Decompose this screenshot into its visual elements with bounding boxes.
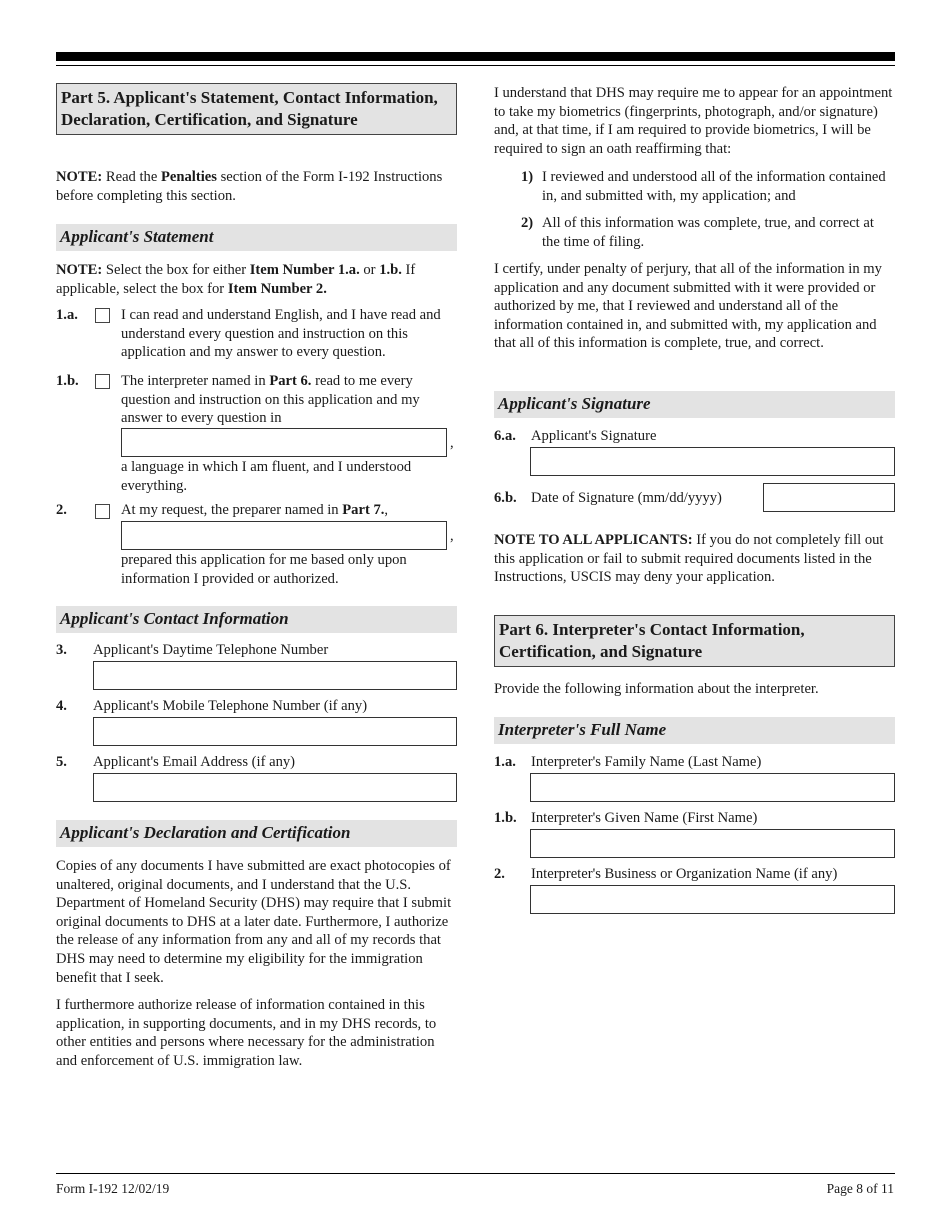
top-rule-thick (56, 52, 895, 61)
item-1a-text: I can read and understand English, and I have read and understand every question and instruction on this application and my answer to every question. (121, 307, 441, 361)
item-2-comma: , (450, 528, 454, 544)
item-4-label: Applicant's Mobile Telephone Number (if any) (93, 698, 368, 714)
biometrics-paragraph: I understand that DHS may require me to appear for an appointment to take my biometrics (fingerprints, photograph, and/or signature) and, at that time, if I am required to provide biometrics, I will be required to sign an oath reaffirming that: (494, 85, 893, 157)
item-6a-label: Applicant's Signature (531, 428, 657, 444)
declaration-paragraph-2: I furthermore authorize release of information contained in this application, in supporting documents, and in my DHS records, to other entities and persons where necessary for the administration and enforcement of U.S. immigration law. (56, 997, 437, 1069)
item-2-number: 2. (56, 502, 67, 518)
item-6b-number: 6.b. (494, 490, 517, 506)
item-1b-checkbox[interactable] (95, 374, 110, 389)
item-5-label: Applicant's Email Address (if any) (93, 754, 296, 770)
item-2-after-text: prepared this application for me based only upon information I provided or authorized. (121, 552, 407, 587)
part5-note: NOTE: Read the Penalties section of the Form I-192 Instructions before completing this section. (56, 169, 443, 204)
part6-intro: Provide the following information about the interpreter. (494, 681, 819, 697)
item-2-text: At my request, the preparer named in Part 7., (121, 502, 389, 518)
note-to-all-applicants: NOTE TO ALL APPLICANTS: If you do not completely fill out this application or fail to submit required documents listed in the Instructions, USCIS may deny your application. (494, 532, 884, 586)
certification-paragraph: I certify, under penalty of perjury, that all of the information in my application and any document submitted with it were provided or authorized by me, that I reviewed and understand all of the information contained in, and submitted with, my application and that all of this information is complete, true, and correct. (494, 261, 882, 352)
item-1a-number: 1.a. (56, 307, 78, 323)
item-3-number: 3. (56, 642, 67, 658)
item-1b-language-input[interactable] (121, 428, 447, 457)
interp-2-label: Interpreter's Business or Organization Name (if any) (531, 866, 838, 882)
item-1b-comma: , (450, 435, 454, 451)
statement-note: NOTE: Select the box for either Item Number 1.a. or 1.b. If applicable, select the box for Item Number 2. (56, 262, 416, 297)
interpreter-name-header: Interpreter's Full Name (494, 717, 895, 744)
item-6b-label: Date of Signature (mm/dd/yyyy) (531, 490, 722, 506)
item-1b-text: The interpreter named in Part 6. read to me every question and instruction on this application and my answer to every question in (121, 373, 420, 427)
item-2-checkbox[interactable] (95, 504, 110, 519)
oath-item-1-number: 1) (521, 169, 534, 185)
interp-1b-number: 1.b. (494, 810, 517, 826)
interpreter-given-name-input[interactable] (530, 829, 895, 858)
item-1a-checkbox[interactable] (95, 308, 110, 323)
interpreter-business-name-input[interactable] (530, 885, 895, 914)
item-4-number: 4. (56, 698, 67, 714)
mobile-phone-input[interactable] (93, 717, 457, 746)
item-5-number: 5. (56, 754, 67, 770)
page-number: Page 8 of 11 (826, 1181, 894, 1196)
part5-header: Part 5. Applicant's Statement, Contact Information, Declaration, Certification, and Signature (56, 83, 457, 135)
declaration-paragraph-1: Copies of any documents I have submitted are exact photocopies of unaltered, original documents, and I understand that the U.S. Department of Homeland Security (DHS) may require that I submit original documents to DHS at a later date. Furthermore, I authorize the release of any information from any and all of my records that DHS may need to determine my eligibility for the immigration benefit that I seek. (56, 858, 452, 986)
item-3-label: Applicant's Daytime Telephone Number (93, 642, 329, 658)
item-1b-after-text: a language in which I am fluent, and I understood everything. (121, 459, 412, 494)
applicant-signature-header: Applicant's Signature (494, 391, 895, 418)
daytime-phone-input[interactable] (93, 661, 457, 690)
interp-1a-number: 1.a. (494, 754, 516, 770)
interp-2-number: 2. (494, 866, 505, 882)
interpreter-family-name-input[interactable] (530, 773, 895, 802)
date-of-signature-input[interactable] (763, 483, 895, 512)
declaration-header: Applicant's Declaration and Certification (56, 820, 457, 847)
oath-item-1-text: I reviewed and understood all of the information contained in, and submitted with, my application; and (542, 169, 886, 204)
footer-rule (56, 1173, 895, 1174)
email-input[interactable] (93, 773, 457, 802)
item-6a-number: 6.a. (494, 428, 516, 444)
interp-1a-label: Interpreter's Family Name (Last Name) (531, 754, 762, 770)
oath-item-2-text: All of this information was complete, true, and correct at the time of filing. (542, 215, 874, 250)
applicant-statement-header: Applicant's Statement (56, 224, 457, 251)
top-rule-thin (56, 65, 895, 66)
interp-1b-label: Interpreter's Given Name (First Name) (531, 810, 758, 826)
oath-item-2-number: 2) (521, 215, 534, 231)
part6-header: Part 6. Interpreter's Contact Information, Certification, and Signature (494, 615, 895, 667)
item-2-preparer-input[interactable] (121, 521, 447, 550)
applicant-signature-input[interactable] (530, 447, 895, 476)
contact-info-header: Applicant's Contact Information (56, 606, 457, 633)
item-1b-number: 1.b. (56, 373, 79, 389)
form-id: Form I-192 12/02/19 (56, 1181, 170, 1196)
